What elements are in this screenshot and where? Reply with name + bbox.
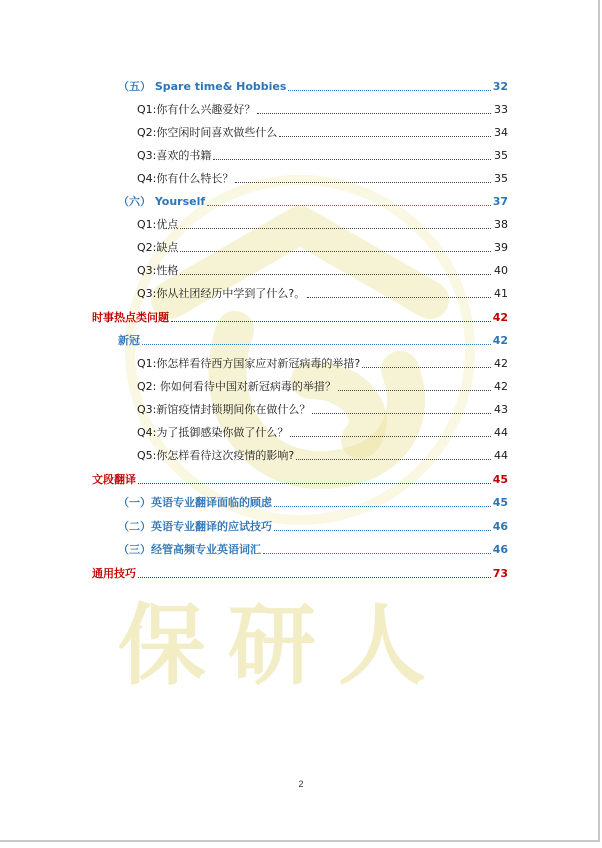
toc-entry[interactable] xyxy=(0,422,602,440)
toc-leader xyxy=(207,205,491,206)
toc-entry[interactable] xyxy=(0,307,602,325)
toc-leader xyxy=(142,344,491,345)
toc-entry-label: Q5:你怎样看待这次疫情的影响? xyxy=(137,449,295,462)
toc-leader xyxy=(257,113,491,114)
toc-entry-page: 42 xyxy=(494,357,508,370)
toc-entry-label: 新冠 xyxy=(118,334,140,347)
toc-entry[interactable] xyxy=(0,214,602,232)
toc-leader xyxy=(180,251,491,252)
toc-leader xyxy=(213,159,491,160)
toc-leader xyxy=(288,90,491,91)
toc-leader xyxy=(290,436,491,437)
toc-entry[interactable] xyxy=(0,330,602,348)
toc-entry-label: Q3:性格 xyxy=(137,264,179,277)
toc-entry-label: Q1:优点 xyxy=(137,218,179,231)
toc-entry-label: Q4:你有什么特长？ xyxy=(137,172,234,185)
toc-entry-label: （六） Yourself xyxy=(118,195,206,208)
toc-entry[interactable] xyxy=(0,445,602,463)
toc-leader xyxy=(274,530,491,531)
toc-entry-page: 44 xyxy=(494,426,508,439)
toc-entry[interactable] xyxy=(0,353,602,371)
toc-leader xyxy=(138,577,491,578)
toc-entry-label: 时事热点类问题 xyxy=(92,311,169,324)
toc-leader xyxy=(296,459,491,460)
toc-entry[interactable] xyxy=(0,145,602,163)
toc-leader xyxy=(171,321,491,322)
toc-entry-label: Q2:缺点 xyxy=(137,241,179,254)
toc-entry[interactable] xyxy=(0,191,602,209)
toc-entry-label: （二）英语专业翻译的应试技巧 xyxy=(118,520,272,533)
toc-entry-label: Q3:新馆疫情封锁期间你在做什么？ xyxy=(137,403,311,416)
toc-entry-page: 45 xyxy=(492,496,508,509)
toc-entry-page: 34 xyxy=(494,126,508,139)
toc-entry[interactable] xyxy=(0,516,602,534)
toc-entry-page: 41 xyxy=(494,287,508,300)
watermark-text: 保研人 xyxy=(118,593,449,697)
toc-entry[interactable] xyxy=(0,539,602,557)
toc-leader xyxy=(279,136,491,137)
toc-leader xyxy=(263,553,491,554)
toc-leader xyxy=(307,297,491,298)
toc-entry[interactable] xyxy=(0,76,602,94)
toc-entry-page: 44 xyxy=(494,449,508,462)
toc-leader xyxy=(362,367,491,368)
toc-entry-label: Q4:为了抵御感染你做了什么？ xyxy=(137,426,289,439)
toc-entry-page: 39 xyxy=(494,241,508,254)
toc-entry-page: 42 xyxy=(494,380,508,393)
toc-entry[interactable] xyxy=(0,99,602,117)
toc-entry[interactable] xyxy=(0,399,602,417)
toc-leader xyxy=(180,228,491,229)
toc-entry[interactable] xyxy=(0,563,602,581)
toc-entry-page: 40 xyxy=(494,264,508,277)
toc-entry-page: 46 xyxy=(492,543,508,556)
toc-entry-page: 32 xyxy=(492,80,508,93)
toc-entry[interactable] xyxy=(0,260,602,278)
toc-entry-label: （五） Spare time& Hobbies xyxy=(118,80,287,93)
toc-leader xyxy=(312,413,491,414)
toc-entry-label: Q1:你怎样看待西方国家应对新冠病毒的举措? xyxy=(137,357,361,370)
toc-entry-page: 35 xyxy=(494,149,508,162)
toc-entry[interactable] xyxy=(0,283,602,301)
toc-entry-label: Q3:喜欢的书籍 xyxy=(137,149,212,162)
toc-leader xyxy=(180,274,491,275)
toc-entry-page: 33 xyxy=(494,103,508,116)
toc-entry-label: （三）经管高频专业英语词汇 xyxy=(118,543,261,556)
toc-entry-page: 73 xyxy=(492,567,508,580)
toc-entry-page: 38 xyxy=(494,218,508,231)
toc-entry[interactable] xyxy=(0,492,602,510)
toc-leader xyxy=(235,182,491,183)
toc-entry-label: （一）英语专业翻译面临的顾虑 xyxy=(118,496,272,509)
page-number: 2 xyxy=(298,779,304,789)
toc-entry[interactable] xyxy=(0,237,602,255)
toc-entry-page: 37 xyxy=(492,195,508,208)
toc-entry-page: 45 xyxy=(492,473,508,486)
toc-entry-label: Q3:你从社团经历中学到了什么?。 xyxy=(137,287,306,300)
toc-leader xyxy=(338,390,491,391)
toc-leader xyxy=(274,506,491,507)
toc-entry-page: 42 xyxy=(492,311,508,324)
toc-entry-page: 35 xyxy=(494,172,508,185)
toc-entry-page: 46 xyxy=(492,520,508,533)
toc-entry-label: Q2:你空闲时间喜欢做些什么 xyxy=(137,126,278,139)
toc-entry[interactable] xyxy=(0,168,602,186)
toc-entry-page: 42 xyxy=(492,334,508,347)
toc-entry[interactable] xyxy=(0,122,602,140)
toc-entry-label: 通用技巧 xyxy=(92,567,136,580)
toc-leader xyxy=(138,483,491,484)
toc-entry[interactable] xyxy=(0,469,602,487)
toc-entry[interactable] xyxy=(0,376,602,394)
toc-entry-label: Q2: 你如何看待中国对新冠病毒的举措？ xyxy=(137,380,336,393)
toc-entry-page: 43 xyxy=(494,403,508,416)
toc-entry-label: Q1:你有什么兴趣爱好？ xyxy=(137,103,256,116)
toc-entry-label: 文段翻译 xyxy=(92,473,136,486)
